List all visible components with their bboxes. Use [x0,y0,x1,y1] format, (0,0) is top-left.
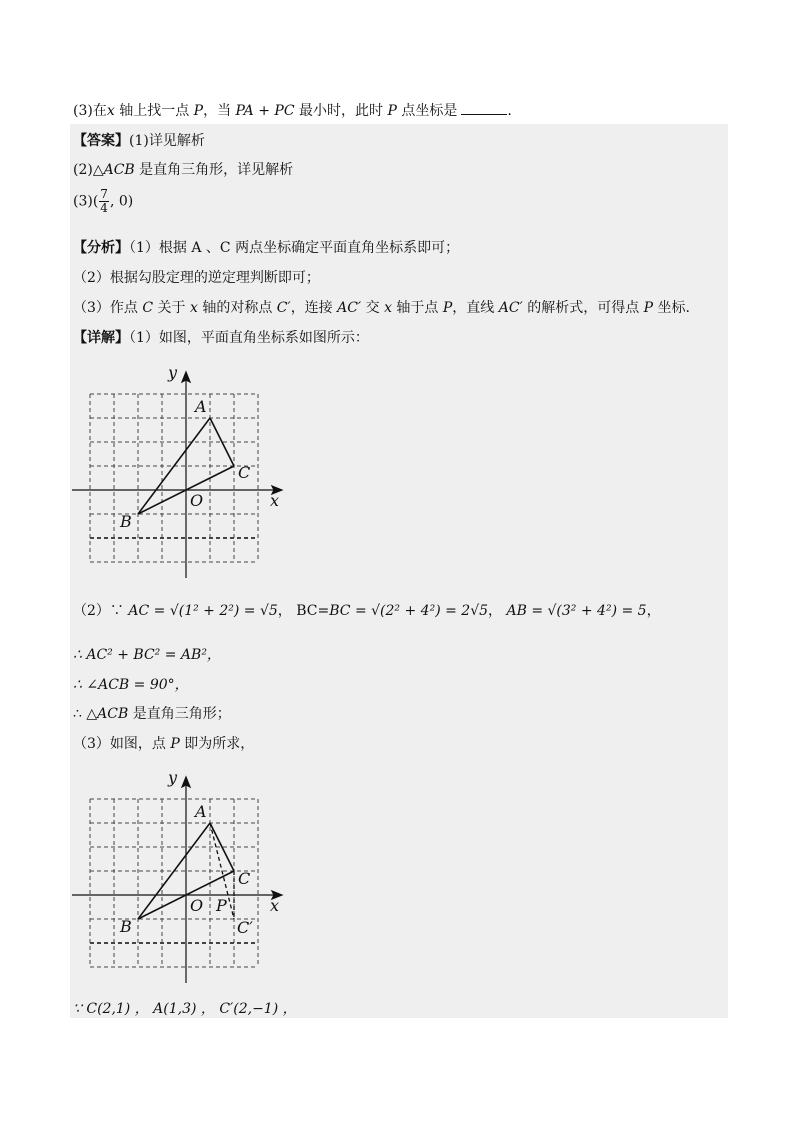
answer-line-2: (2)△ACB 是直角三角形，详见解析 [73,162,294,178]
detail-line-6: （3）如图，点 P 即为所求， [73,736,255,752]
x-label: x [270,491,280,510]
detail-line-2: （2）∵ AC = √(1² + 2²) = √5， BC=BC = √(2² + 4²) = 2√5， AB = √(3² + 4²) = 5， [73,603,661,619]
coordinate-figure-1 [70,360,290,580]
y-axis-arrow-icon [182,372,190,382]
detail-line-7: ∵ C(2,1) ， A(1,3) ， C′(2,−1) ， [73,1001,297,1017]
answer-line-1: 【答案】(1)详见解析 [73,133,205,149]
analysis-line-2: （2）根据勾股定理的逆定理判断即可； [73,270,320,286]
point-a-label: A [195,397,207,416]
origin-label: O [190,896,204,915]
question-3: (3)在x 轴上找一点 P，当 PA + PC 最小时，此时 P 点坐标是 . [73,103,512,119]
origin-label: O [190,491,204,510]
axes-1 [72,372,282,578]
answer-blank [461,102,507,115]
point-a-label: A [195,802,207,821]
analysis-line-1: 【分析】（1）根据 A 、C 两点坐标确定平面直角坐标系即可； [73,240,460,256]
point-b-label: B [120,512,132,531]
x-label: x [270,896,280,915]
grid-2 [90,799,258,967]
fraction: $\frac{7}{4}$ [100,187,108,215]
grid-1 [90,394,258,562]
point-p-label: P [216,896,227,915]
y-label: y [168,363,178,382]
point-c-prime-label: C′ [237,918,253,937]
y-axis-arrow-icon [182,777,190,787]
axes-2 [72,777,282,983]
detail-line-5: ∴ △ACB 是直角三角形； [73,706,231,722]
detail-line-4: ∴ ∠ACB = 90°， [73,677,189,693]
analysis-line-3: （3）作点 C 关于 x 轴的对称点 C′，连接 AC′ 交 x 轴于点 P，直线 AC′ 的解析式，可得点 P 坐标. [73,300,690,316]
point-b-label: B [120,917,132,936]
point-c-label: C [238,869,251,888]
detail-line-3: ∴ AC² + BC² = AB²， [73,647,221,663]
answer-line-3: (3)( $\frac{7}{4}$ , 0) [73,187,134,215]
y-label: y [168,768,178,787]
detail-line-1: 【详解】（1）如图，平面直角坐标系如图所示： [73,330,369,346]
point-c-label: C [238,463,251,482]
coordinate-figure-2 [70,766,290,986]
